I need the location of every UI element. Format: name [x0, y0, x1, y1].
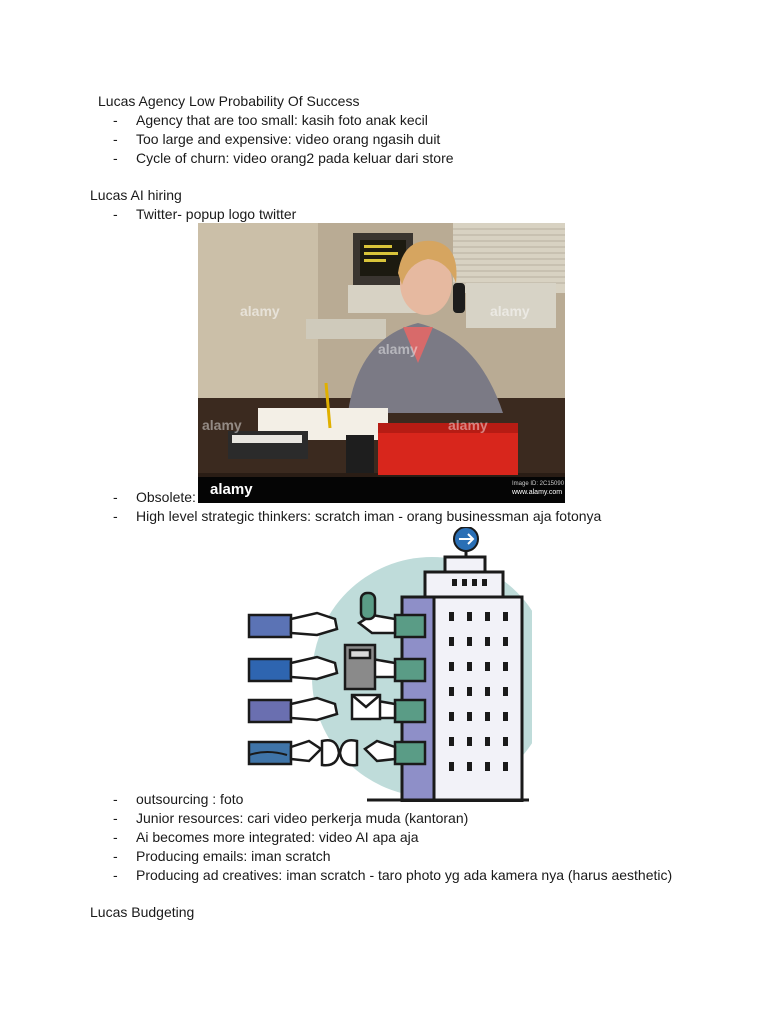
bullet-dash: - — [113, 112, 118, 128]
photo-watermark: alamy — [490, 303, 530, 319]
list-item: Producing emails: iman scratch — [136, 848, 331, 864]
bullet-dash: - — [113, 829, 118, 845]
bullet-dash: - — [113, 508, 118, 524]
photo-watermark: alamy — [240, 303, 280, 319]
list-item: Junior resources: cari video perkerja muda (kantoran) — [136, 810, 469, 826]
photo-footer-id: Image ID: 2C15090 — [512, 481, 565, 487]
list-item: outsourcing : foto — [136, 791, 244, 807]
list-item: Twitter- popup logo twitter — [136, 206, 297, 222]
stock-photo-office-woman — [198, 223, 565, 503]
section-title-budgeting: Lucas Budgeting — [90, 904, 195, 920]
bullet-dash: - — [113, 131, 118, 147]
bullet-dash: - — [113, 848, 118, 864]
bullet-dash: - — [113, 150, 118, 166]
section-title-ai-hiring: Lucas AI hiring — [90, 187, 182, 203]
bullet-dash: - — [113, 791, 118, 807]
list-item: Too large and expensive: video orang ngasih duit — [136, 131, 441, 147]
list-item: Producing ad creatives: iman scratch - taro photo yg ada kamera nya (harus aesthetic) — [136, 867, 673, 883]
outsourcing-illustration — [247, 527, 532, 802]
bullet-dash: - — [113, 489, 118, 505]
photo-watermark: alamy — [378, 341, 418, 357]
list-item: Cycle of churn: video orang2 pada keluar dari store — [136, 150, 454, 166]
photo-watermark: alamy — [448, 417, 488, 433]
bullet-dash: - — [113, 206, 118, 222]
list-item: Agency that are too small: kasih foto anak kecil — [136, 112, 428, 128]
photo-watermark: alamy — [202, 417, 242, 433]
section-title-agency: Lucas Agency Low Probability Of Success — [98, 93, 360, 109]
list-item: Ai becomes more integrated: video AI apa aja — [136, 829, 419, 845]
list-item: High level strategic thinkers: scratch iman - orang businessman aja fotonya — [136, 508, 602, 524]
photo-footer-logo: alamy — [210, 481, 253, 498]
bullet-dash: - — [113, 810, 118, 826]
list-item: Obsolete: — [136, 489, 196, 505]
photo-footer-url: www.alamy.com — [512, 489, 563, 496]
bullet-dash: - — [113, 867, 118, 883]
